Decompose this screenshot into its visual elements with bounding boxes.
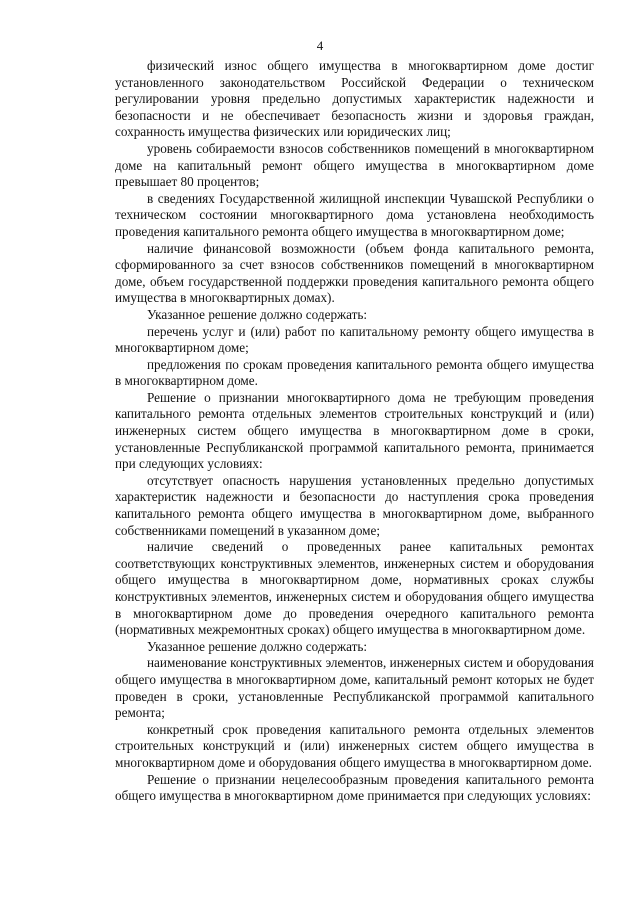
page-number: 4: [316, 38, 324, 53]
document-body: [115, 58, 594, 805]
paragraph-specific-term: конкретный срок проведения капитального ремонта отдельных элементов строительных конструкций и (или) инженерных систем общего имущества в многоквартирном доме и оборудования общего имущества в многоквартирном доме.: [115, 721, 594, 770]
paragraph-financial-capacity: наличие финансовой возможности (объем фонда капитального ремонта, сформированного за счет взносов собственников помещений в многоквартирном доме, объем государственной поддержки проведения капитального ремонта общего имущества в многоквартирных домах).: [115, 240, 594, 306]
paragraph-services-list: перечень услуг и (или) работ по капитальному ремонту общего имущества в многоквартирном доме;: [115, 323, 594, 356]
paragraph-previous-repairs: наличие сведений о проведенных ранее капитальных ремонтах соответствующих конструктивных элементов, инженерных систем и оборудования общего имущества в многоквартирном доме, нормативных сроках службы конструктивных элементов, инженерных систем и оборудования общего имущества в многоквартирном доме до проведения очередного капитального ремонта (нормативных межремонтных сроках) общего имущества в многоквартирном доме.: [115, 539, 594, 638]
paragraph-term-proposals: предложения по срокам проведения капитального ремонта общего имущества в многоквартирном доме.: [115, 356, 594, 389]
paragraph-physical-wear: физический износ общего имущества в многоквартирном доме достиг установленного законодательством Российской Федерации о техническом регулировании уровня предельно допустимых характеристик надежности и безопасности и не обеспечивает безопасность жизни и здоровья граждан, сохранность имущества физических или юридических лиц;: [115, 58, 594, 140]
paragraph-inexpedient-decision: Решение о признании нецелесообразным проведения капитального ремонта общего имущества в многоквартирном доме принимается при следующих условиях:: [115, 771, 594, 804]
paragraph-no-repair-decision: Решение о признании многоквартирного дома не требующим проведения капитального ремонта отдельных элементов строительных конструкций и (или) инженерных систем общего имущества в многоквартирном доме в сроки, установленные Республиканской программой капитального ремонта, принимается при следующих условиях:: [115, 389, 594, 472]
paragraph-elements-names: наименование конструктивных элементов, инженерных систем и оборудования общего имущества в многоквартирном доме, капитальный ремонт которых не будет проведен в сроки, установленные Республиканской программой капитального ремонта;: [115, 655, 594, 721]
paragraph-decision-contents-1: Указанное решение должно содержать:: [147, 306, 368, 322]
paragraph-no-danger: отсутствует опасность нарушения установленных предельно допустимых характеристик надежности и безопасности до наступления срока проведения капитального ремонта общего имущества в многоквартирном доме, выбранного собственниками помещений в указанном доме;: [115, 472, 594, 538]
paragraph-inspection-data: в сведениях Государственной жилищной инспекции Чувашской Республики о техническом состоянии многоквартирного дома установлена необходимость проведения капитального ремонта общего имущества в многоквартирном доме;: [115, 190, 594, 239]
paragraph-decision-contents-2: Указанное решение должно содержать:: [147, 638, 368, 654]
paragraph-collection-level: уровень собираемости взносов собственников помещений в многоквартирном доме на капитальный ремонт общего имущества в многоквартирном доме превышает 80 процентов;: [115, 140, 594, 190]
